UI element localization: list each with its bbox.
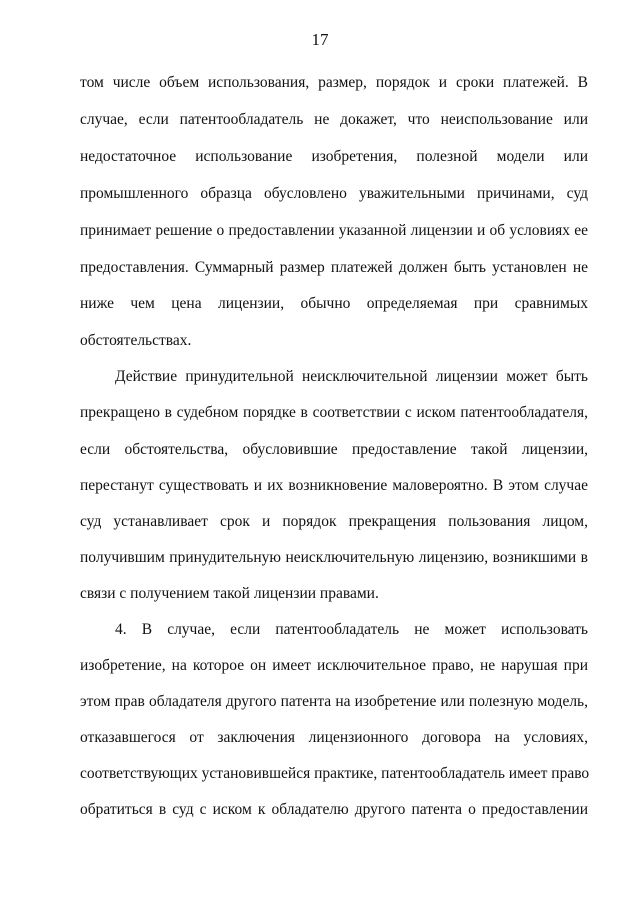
text-line: обратиться в суд с иском к обладателю другого патента о предоставлении — [80, 801, 588, 818]
text-line: перестанут существовать и их возникновение маловероятно. В этом случае — [80, 477, 588, 494]
text-line: прекращено в судебном порядке в соответствии с иском патентообладателя, — [80, 404, 588, 421]
text-line: этом прав обладателя другого патента на изобретение или полезную модель, — [80, 693, 588, 710]
text-line: предоставления. Суммарный размер платежей должен быть установлен не — [80, 259, 588, 276]
text-line: недостаточное использование изобретения, полезной модели или — [80, 148, 588, 165]
text-line: отказавшегося от заключения лицензионного договора на условиях, — [80, 729, 588, 746]
paragraph-first-line: Действие принудительной неисключительной лицензии может быть — [115, 368, 588, 385]
text-line: случае, если патентообладатель не докажет, что неиспользование или — [80, 111, 588, 128]
paragraph-first-line: 4. В случае, если патентообладатель не может использовать — [115, 621, 588, 638]
page-number: 17 — [311, 30, 329, 49]
text-line: связи с получением такой лицензии правами. — [80, 585, 379, 602]
text-line: обстоятельствах. — [80, 332, 192, 349]
text-line: изобретение, на которое он имеет исключительное право, не нарушая при — [80, 657, 588, 674]
text-line: получившим принудительную неисключительную лицензию, возникшими в — [80, 549, 588, 566]
text-line: суд устанавливает срок и порядок прекращения пользования лицом, — [80, 513, 588, 530]
text-line: промышленного образца обусловлено уважительными причинами, суд — [80, 185, 588, 202]
text-line: том числе объем использования, размер, порядок и сроки платежей. В — [80, 74, 588, 91]
text-line: соответствующих установившейся практике, патентообладатель имеет право — [80, 765, 590, 782]
text-line: принимает решение о предоставлении указанной лицензии и об условиях ее — [80, 222, 588, 239]
text-line: ниже чем цена лицензии, обычно определяемая при сравнимых — [80, 295, 588, 312]
text-line: если обстоятельства, обусловившие предоставление такой лицензии, — [80, 441, 588, 458]
